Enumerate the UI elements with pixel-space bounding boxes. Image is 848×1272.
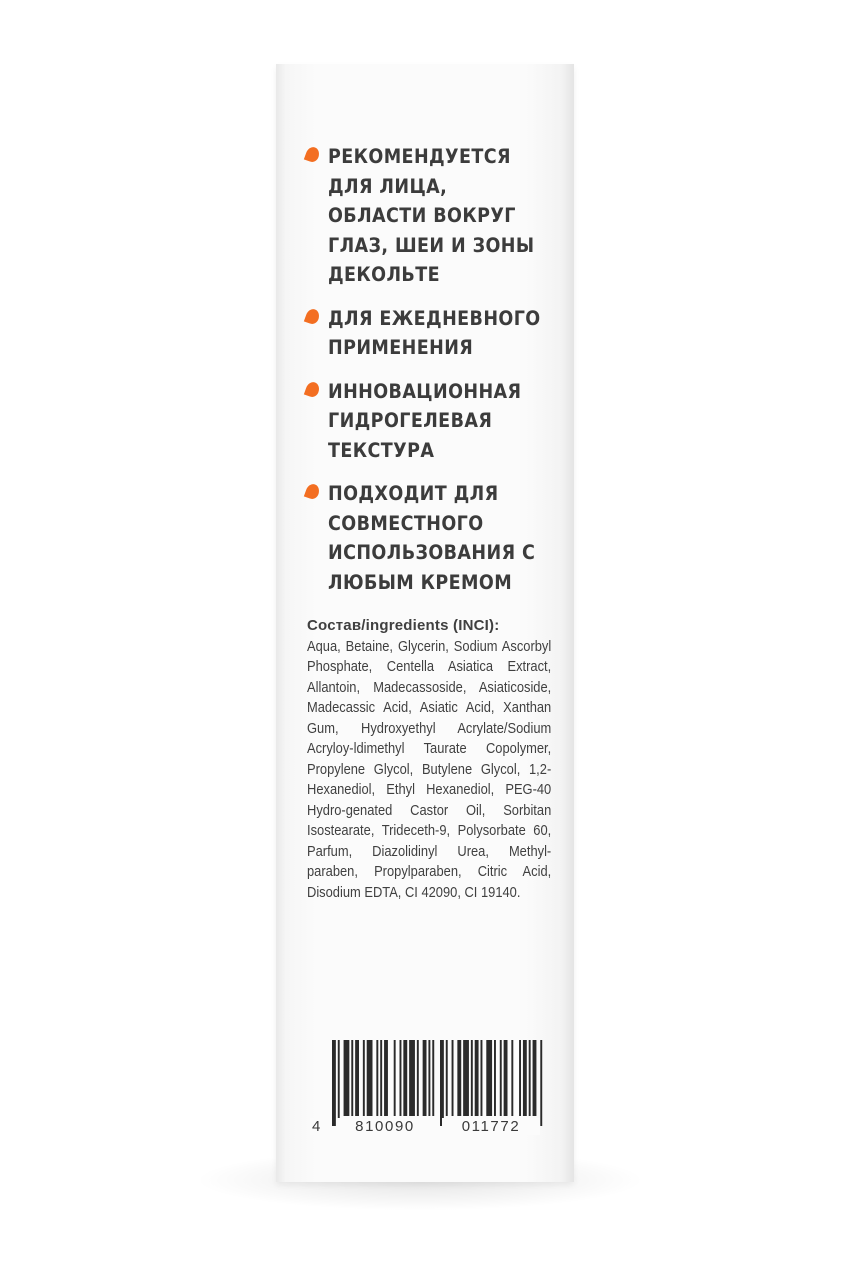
barcode-bar: [351, 1040, 353, 1116]
barcode-left-group: 810090: [336, 1118, 434, 1135]
barcode-bar: [494, 1040, 496, 1116]
barcode-bar: [403, 1040, 407, 1116]
feature-item: [304, 377, 566, 466]
feature-item: [304, 142, 566, 290]
barcode-bar: [428, 1040, 430, 1116]
barcode-bar: [376, 1040, 378, 1116]
barcode-bar: [423, 1040, 427, 1116]
barcode-bar: [452, 1040, 454, 1116]
barcode-bar: [511, 1040, 513, 1116]
ingredients-title: Состав/ingredients (INCI):: [307, 617, 500, 634]
ingredients-block: [307, 616, 551, 903]
barcode-bar: [367, 1040, 373, 1116]
barcode-bar: [504, 1040, 508, 1116]
barcode-bar: [500, 1040, 502, 1116]
feature-item: [304, 304, 566, 363]
petal-bullet-icon: [304, 482, 321, 501]
barcode-bar: [417, 1040, 419, 1116]
feature-text: ИННОВАЦИОННАЯ ГИДРОГЕЛЕВАЯ ТЕКСТУРА: [328, 379, 522, 462]
barcode-bar: [409, 1040, 415, 1116]
barcode-bar: [529, 1040, 531, 1116]
barcode-right-group: 011772: [442, 1118, 540, 1135]
feature-item: [304, 479, 566, 597]
barcode-bar: [475, 1040, 479, 1116]
feature-list: [304, 142, 566, 611]
ingredients-text: Aqua, Betaine, Glycerin, Sodium Ascorbyl Phosphate, Centella Asiatica Extract, Allantoin, Madecassoside, Asiaticoside, Madecassic Acid, Asiatic Acid, Xanthan Gum, Hydroxyethyl Acrylate/Sodium Acryloy-ldimethyl Taurate Copolymer, Propylene Glycol, Butylene Glycol, 1,2-Hexanediol, Ethyl Hexanediol, PEG-40 Hydro-genated Castor Oil, Sorbitan Isostearate, Trideceth-9, Polysorbate 60, Parfum, Diazolidinyl Urea, Methyl-paraben, Propylparaben, Citric Acid, Disodium EDTA, CI 42090, CI 19140.: [307, 637, 552, 901]
barcode: [310, 1040, 556, 1140]
barcode-bar: [481, 1040, 483, 1116]
feature-text: ПОДХОДИТ ДЛЯ СОВМЕСТНОГО ИСПОЛЬЗОВАНИЯ С ЛЮБЫМ КРЕМОМ: [328, 482, 536, 594]
barcode-bar: [471, 1040, 473, 1116]
petal-bullet-icon: [304, 145, 321, 164]
barcode-bar: [432, 1040, 434, 1116]
barcode-bar: [394, 1040, 396, 1116]
barcode-bar: [533, 1040, 537, 1116]
product-box: [276, 64, 574, 1182]
barcode-bar: [363, 1040, 365, 1116]
barcode-bar: [463, 1040, 469, 1116]
barcode-bar: [523, 1040, 527, 1116]
barcode-bar: [355, 1040, 359, 1116]
barcode-bar: [446, 1040, 448, 1116]
barcode-digits: [310, 1114, 556, 1136]
petal-bullet-icon: [304, 307, 321, 326]
barcode-bar: [384, 1040, 388, 1116]
barcode-bar: [400, 1040, 402, 1116]
barcode-bar: [486, 1040, 492, 1116]
petal-bullet-icon: [304, 380, 321, 399]
barcode-bar: [457, 1040, 461, 1116]
feature-text: ДЛЯ ЕЖЕДНЕВНОГО ПРИМЕНЕНИЯ: [328, 306, 541, 359]
barcode-bar: [519, 1040, 521, 1116]
feature-text: РЕКОМЕНДУЕТСЯ ДЛЯ ЛИЦА, ОБЛАСТИ ВОКРУГ ГЛАЗ, ШЕИ И ЗОНЫ ДЕКОЛЬТЕ: [328, 145, 535, 286]
barcode-bar: [344, 1040, 350, 1116]
barcode-lead-digit: 4: [312, 1118, 321, 1135]
barcode-bar: [380, 1040, 382, 1116]
